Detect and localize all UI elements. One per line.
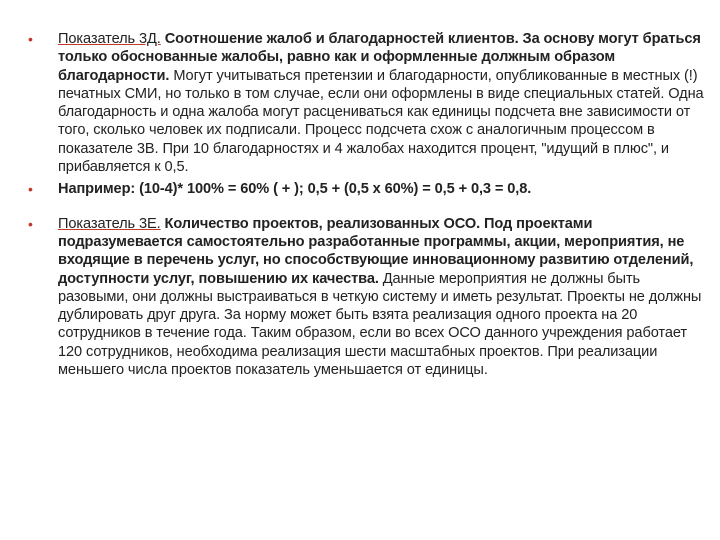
indicator-3e-description: Данные мероприятия не должны быть разовыми, они должны выстраиваться в четкую систему и иметь результат. Проекты не должны дублировать друг друга. За норму может быть взята реализация одного проекта на 20 сотрудников в течение года. Таким образом, если во всех ОСО данного учреждения работает 120 сотрудников, необходима реализация шести масштабных проектов. При реализации меньшего числа проектов показатель уменьшается от единицы. [58,270,702,379]
bullet-indicator-3e [28,215,708,380]
indicator-3d-definition: Соотношение жалоб и благодарностей клиентов. За основу могут браться только обоснованные жалобы, равно как и оформленные должным образом благодарности. [58,31,701,84]
bullet-list [28,30,708,379]
bullet-marker: • [28,31,33,47]
indicator-code-3d: Показатель 3Д. [58,31,161,47]
example-formula: Например: (10-4)* 100% = 60% ( + ); 0,5 + (0,5 х 60%) = 0,5 + 0,3 = 0,8. [58,181,532,198]
indicator-code-3e: Показатель 3Е. [58,215,161,232]
indicator-3d-description: Могут учитываться претензии и благодарности, опубликованные в местных (!) печатных СМИ, но только в том случае, если они оформлены в виде специальных статей. Одна благодарность и одна жалоба могут расцениваться как единицы подсчета вне зависимости от того, сколько человек их подписали. Процесс подсчета схож с аналогичным процессом в показателе 3В. При 10 благодарностях и 4 жалобах находится процент, "идущий в плюс", и прибавляется к 0,5. [58,67,704,176]
bullet-example [28,180,708,198]
bullet-marker: • [28,181,33,198]
bullet-marker: • [28,215,33,232]
indicator-3e-definition: Количество проектов, реализованных ОСО. Под проектами подразумевается самостоятельно разработанные программы, акции, мероприятия, не входящие в перечень услуг, но способствующие инновационному развитию отделений, доступности услуг, повышению их качества. [58,215,694,287]
bullet-indicator-3d [28,30,708,176]
